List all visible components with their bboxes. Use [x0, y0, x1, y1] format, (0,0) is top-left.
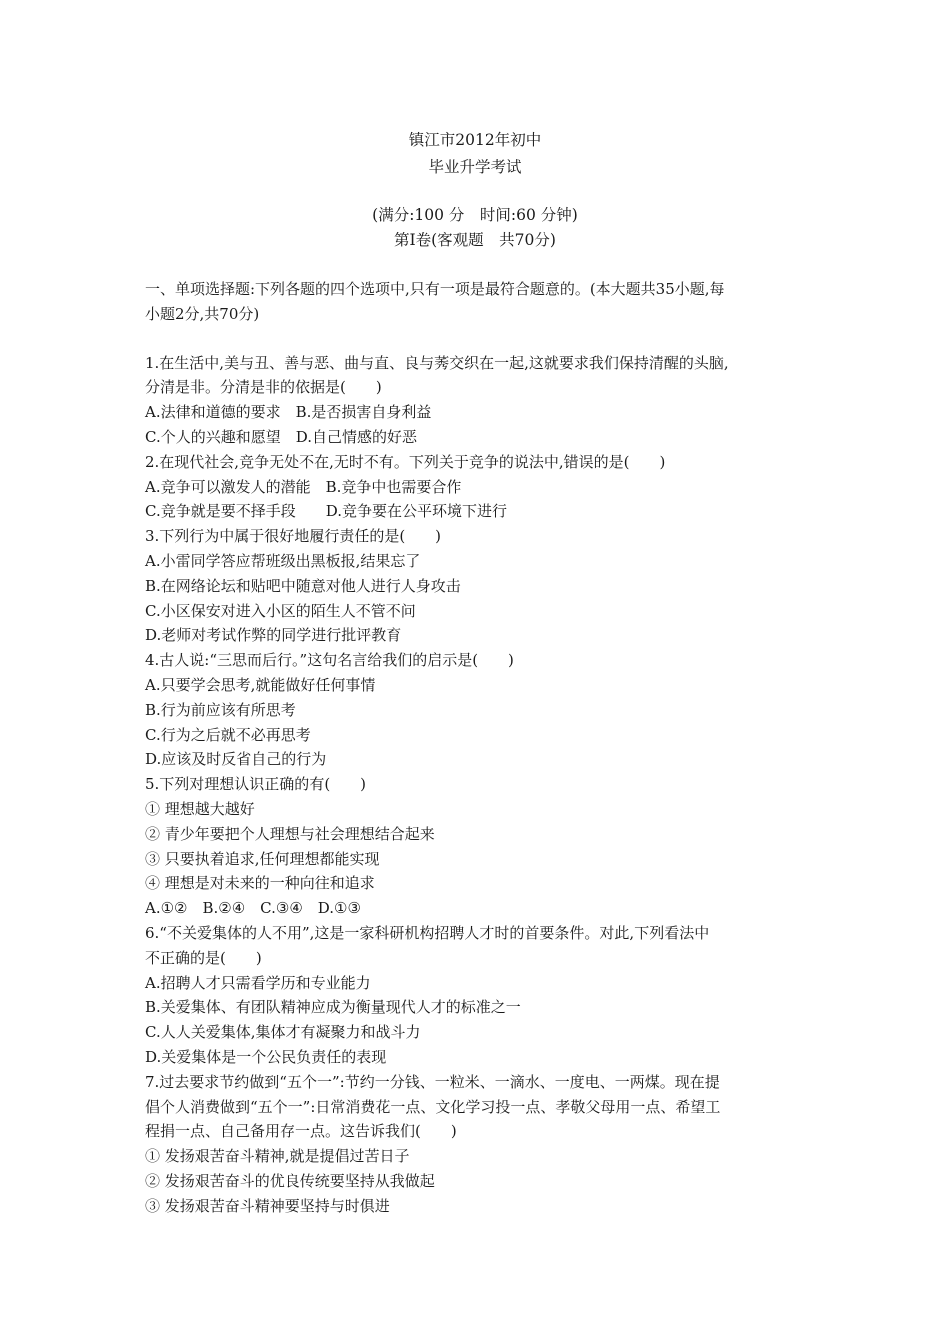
q4-stem: 4.古人说:“三思而后行。”这句名言给我们的启示是( ) — [145, 651, 514, 670]
q3-stem: 3.下列行为中属于很好地履行责任的是( ) — [145, 527, 442, 546]
q2-options-ab: A.竞争可以激发人的潜能 B.竞争中也需要合作 — [145, 477, 462, 496]
q5-item-2: ② 青少年要把个人理想与社会理想结合起来 — [145, 824, 435, 843]
q6-option-b: B.关爱集体、有团队精神应成为衡量现代人才的标准之一 — [145, 998, 521, 1017]
q6-option-c: C.人人关爱集体,集体才有凝聚力和战斗力 — [145, 1023, 421, 1042]
score-time-info: (满分:100 分 时间:60 分钟) — [372, 206, 578, 224]
q4-option-d: D.应该及时反省自己的行为 — [145, 750, 327, 769]
q6-option-a: A.招聘人才只需看学历和专业能力 — [145, 973, 371, 992]
section-instruction-line2: 小题2分,共70分) — [145, 304, 260, 323]
section-instruction-line1: 一、单项选择题:下列各题的四个选项中,只有一项是最符合题意的。(本大题共35小题,每 — [145, 280, 725, 298]
q1-stem-line2: 分清是非。分清是非的依据是( ) — [145, 378, 382, 397]
q4-option-a: A.只要学会思考,就能做好任何事情 — [145, 675, 376, 694]
q6-stem-line1: 6.“不关爱集体的人不用”,这是一家科研机构招聘人才时的首要条件。对此,下列看法中 — [145, 923, 710, 942]
volume-heading: 第Ⅰ卷(客观题 共70分) — [394, 231, 556, 249]
q7-stem-line1: 7.过去要求节约做到“五个一”:节约一分钱、一粒米、一滴水、一度电、一两煤。现在提 — [145, 1072, 720, 1091]
q7-item-3: ③ 发扬艰苦奋斗精神要坚持与时俱进 — [145, 1196, 390, 1215]
q3-option-c: C.小区保安对进入小区的陌生人不管不问 — [145, 601, 416, 620]
q1-stem-line1: 1.在生活中,美与丑、善与恶、曲与直、良与莠交织在一起,这就要求我们保持清醒的头脑, — [145, 353, 729, 372]
q2-options-cd: C.竞争就是要不择手段 D.竞争要在公平环境下进行 — [145, 502, 507, 521]
q3-option-a: A.小雷同学答应帮班级出黑板报,结果忘了 — [145, 551, 421, 570]
q3-option-d: D.老师对考试作弊的同学进行批评教育 — [145, 626, 402, 645]
q3-option-b: B.在网络论坛和贴吧中随意对他人进行人身攻击 — [145, 576, 461, 595]
q6-option-d: D.关爱集体是一个公民负责任的表现 — [145, 1047, 387, 1066]
q2-stem: 2.在现代社会,竞争无处不在,无时不有。下列关于竞争的说法中,错误的是( ) — [145, 452, 666, 471]
q1-options-cd: C.个人的兴趣和愿望 D.自己情感的好恶 — [145, 427, 417, 446]
q5-item-4: ④ 理想是对未来的一种向往和追求 — [145, 874, 375, 893]
q5-item-3: ③ 只要执着追求,任何理想都能实现 — [145, 849, 380, 868]
q1-options-ab: A.法律和道德的要求 B.是否损害自身利益 — [145, 403, 432, 422]
q7-stem-line2: 倡个人消费做到“五个一”:日常消费花一点、文化学习投一点、孝敬父母用一点、希望工 — [145, 1097, 721, 1116]
exam-body — [145, 277, 810, 1218]
q5-stem: 5.下列对理想认识正确的有( ) — [145, 775, 367, 794]
q4-option-b: B.行为前应该有所思考 — [145, 700, 296, 719]
exam-title-line2: 毕业升学考试 — [428, 158, 522, 176]
q6-stem-line2: 不正确的是( ) — [145, 948, 262, 967]
q7-item-1: ① 发扬艰苦奋斗精神,就是提倡过苦日子 — [145, 1147, 410, 1166]
exam-title-line1: 镇江市2012年初中 — [408, 131, 542, 149]
q7-item-2: ② 发扬艰苦奋斗的优良传统要坚持从我做起 — [145, 1171, 435, 1190]
q7-stem-line3: 程捐一点、自己备用存一点。这告诉我们( ) — [145, 1122, 457, 1141]
q5-options: A.①② B.②④ C.③④ D.①③ — [145, 899, 361, 918]
q4-option-c: C.行为之后就不必再思考 — [145, 725, 311, 744]
q5-item-1: ① 理想越大越好 — [145, 799, 255, 818]
